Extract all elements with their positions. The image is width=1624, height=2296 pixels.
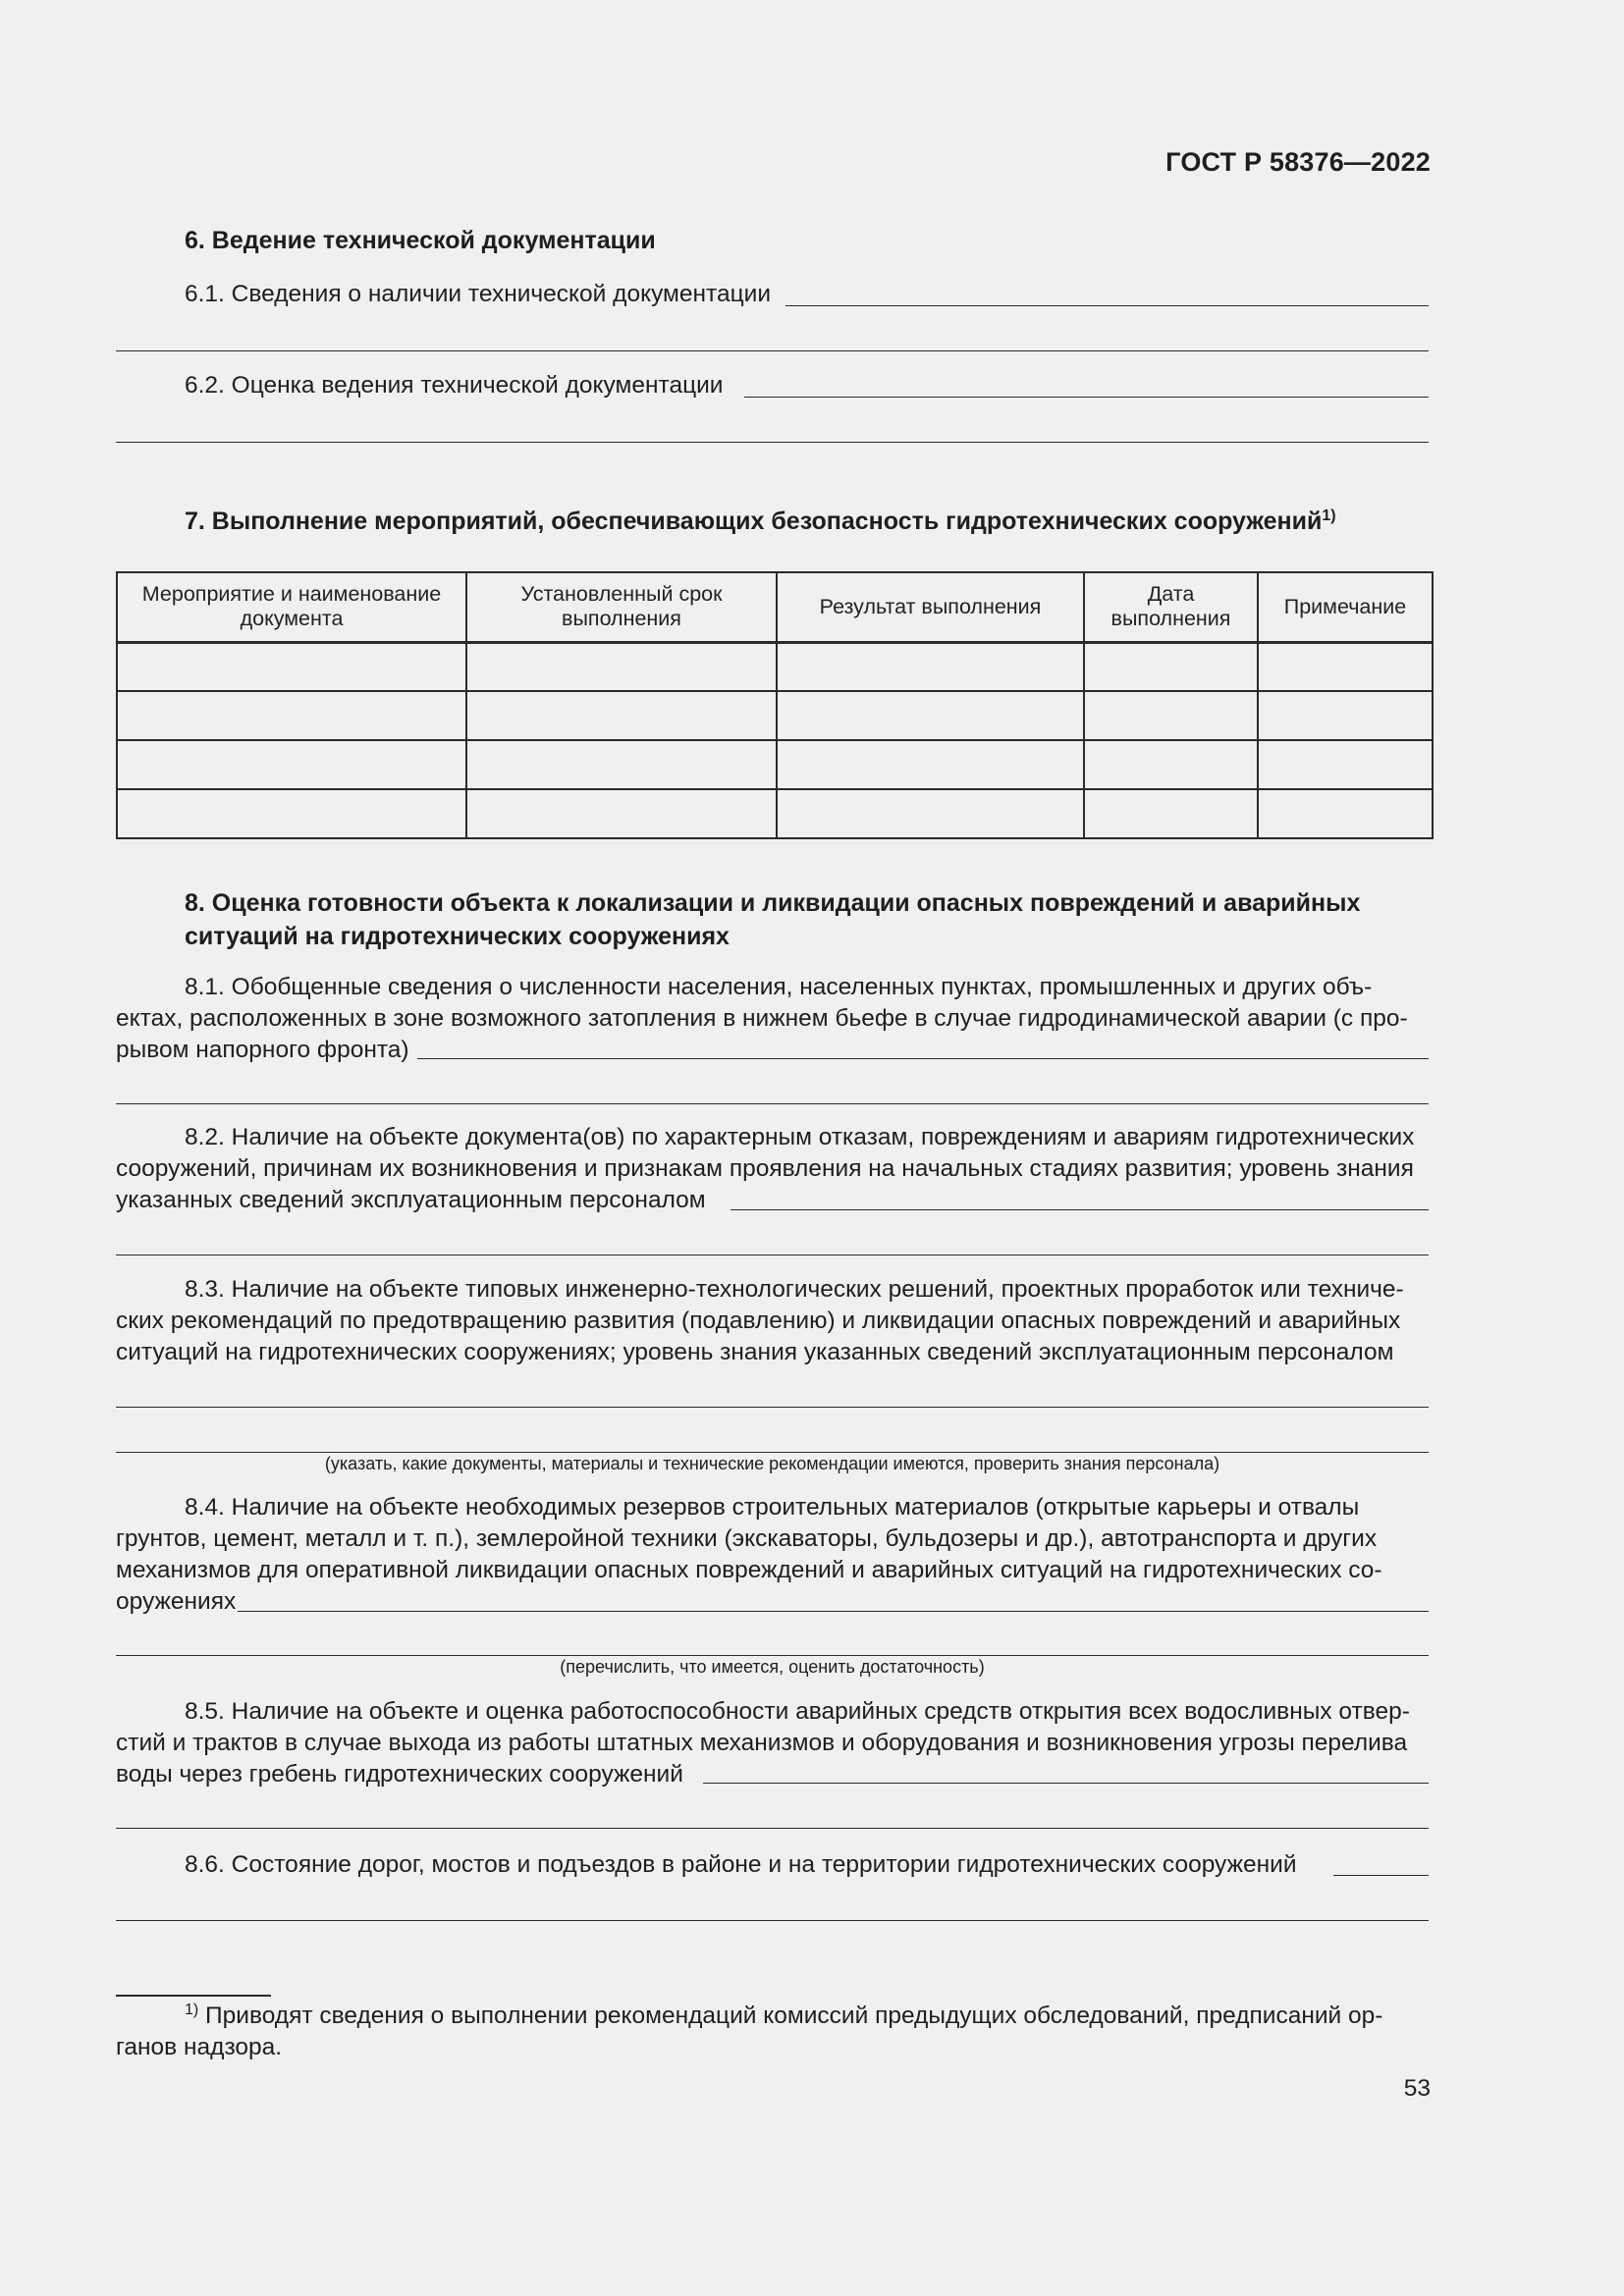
item-8-2-line-2: сооружений, причинам их возникновения и признакам проявления на начальных стадиях развития; уровень знания xyxy=(116,1155,1414,1182)
item-8-1-line-3: рывом напорного фронта) xyxy=(116,1037,409,1063)
col-header-result: Результат выполнения xyxy=(777,572,1084,642)
item-8-3-text xyxy=(116,1274,1429,1368)
col-header-note: Примечание xyxy=(1258,572,1433,642)
footnote-line-1 xyxy=(116,2001,1429,2032)
section-7-title-text: 7. Выполнение мероприятий, обеспечивающих безопасность гидротехнических сооружений xyxy=(185,507,1323,535)
item-8-4-line-3: механизмов для оперативной ликвидации опасных повреждений и аварийных ситуаций на гидротехнических со- xyxy=(116,1557,1382,1583)
item-8-2-text xyxy=(116,1122,1429,1185)
table-cell[interactable] xyxy=(466,740,777,789)
table-cell[interactable] xyxy=(466,642,777,691)
table-cell[interactable] xyxy=(117,642,466,691)
item-8-4-caption: (перечислить, что имеется, оценить достаточность) xyxy=(560,1657,985,1677)
footnote-line-2: ганов надзора. xyxy=(116,2034,283,2060)
item-8-1-text xyxy=(116,972,1429,1035)
table-cell[interactable] xyxy=(777,691,1084,740)
table-cell[interactable] xyxy=(1258,740,1433,789)
footnote-line-1-text: Приводят сведения о выполнении рекомендаций комиссий предыдущих обследований, предписаний ор- xyxy=(198,2002,1383,2029)
table-cell[interactable] xyxy=(1258,691,1433,740)
item-6-2-fill-line[interactable] xyxy=(744,397,1429,398)
item-8-5-line-3: воды через гребень гидротехнических сооружений xyxy=(116,1761,683,1788)
item-8-4-fill-line[interactable] xyxy=(238,1611,1429,1612)
table-row xyxy=(117,642,1433,691)
item-8-3-caption: (указать, какие документы, материалы и технические рекомендации имеются, проверить знания персонала) xyxy=(324,1454,1220,1473)
item-6-1-fill-line[interactable] xyxy=(785,305,1429,306)
table-row xyxy=(117,789,1433,838)
item-8-6-text: 8.6. Состояние дорог, мостов и подъездов в районе и на территории гидротехнических сооружений xyxy=(185,1851,1297,1878)
item-8-4-line-4: оружениях xyxy=(116,1588,237,1615)
item-8-3-line-2: ских рекомендаций по предотвращению развития (подавлению) и ликвидации опасных повреждений и аварийных xyxy=(116,1308,1401,1334)
table-cell[interactable] xyxy=(466,789,777,838)
item-8-1-fill-line-2[interactable] xyxy=(116,1103,1429,1104)
table-cell[interactable] xyxy=(777,642,1084,691)
table-cell[interactable] xyxy=(117,789,466,838)
footnote-mark: 1) xyxy=(185,2002,199,2018)
item-8-2-fill-line[interactable] xyxy=(731,1209,1429,1210)
table-cell[interactable] xyxy=(117,740,466,789)
item-8-5-line-1: 8.5. Наличие на объекте и оценка работоспособности аварийных средств открытия всех водосливных отвер- xyxy=(185,1698,1410,1725)
col-header-date: Дата выполнения xyxy=(1084,572,1258,642)
document-code: ГОСТ Р 58376—2022 xyxy=(1165,147,1431,177)
item-8-5-fill-line-2[interactable] xyxy=(116,1828,1429,1829)
item-8-1-fill-line[interactable] xyxy=(417,1058,1429,1059)
footnote-reference: 1) xyxy=(1322,507,1336,524)
item-8-1-line-1: 8.1. Обобщенные сведения о численности населения, населенных пунктах, промышленных и других объ- xyxy=(185,974,1373,1000)
item-6-2-fill-line-2[interactable] xyxy=(116,442,1429,443)
item-6-1-fill-line-2[interactable] xyxy=(116,350,1429,351)
table-cell[interactable] xyxy=(1084,789,1258,838)
table-cell[interactable] xyxy=(777,789,1084,838)
item-8-3-line-1: 8.3. Наличие на объекте типовых инженерно-технологических решений, проектных проработок или техниче- xyxy=(185,1276,1404,1303)
section-8-title: 8. Оценка готовности объекта к локализации и ликвидации опасных повреждений и аварийных ситуаций на гидротехнических сооружениях xyxy=(185,889,1361,950)
item-8-5-line-2: стий и трактов в случае выхода из работы штатных механизмов и оборудования и возникновения угрозы перелива xyxy=(116,1730,1408,1756)
item-8-6-fill-line-2[interactable] xyxy=(116,1920,1429,1921)
page-number: 53 xyxy=(1403,2075,1431,2102)
item-8-4-line-2: грунтов, цемент, металл и т. п.), землеройной техники (экскаваторы, бульдозеры и др.), автотранспорта и других xyxy=(116,1525,1378,1552)
table-header-row xyxy=(117,572,1433,642)
item-8-5-fill-line[interactable] xyxy=(703,1783,1429,1784)
table-row xyxy=(117,691,1433,740)
table-row xyxy=(117,740,1433,789)
item-8-3-fill-line-2[interactable] xyxy=(116,1452,1429,1453)
footnote-text xyxy=(116,2001,1429,2063)
item-8-5-text xyxy=(116,1696,1429,1759)
item-8-4-text xyxy=(116,1492,1429,1586)
section-6-title: 6. Ведение технической документации xyxy=(185,227,656,254)
table-cell[interactable] xyxy=(777,740,1084,789)
item-8-3-fill-line[interactable] xyxy=(116,1407,1429,1408)
table-cell[interactable] xyxy=(1084,691,1258,740)
table-cell[interactable] xyxy=(1258,789,1433,838)
item-8-4-line-1: 8.4. Наличие на объекте необходимых резервов строительных материалов (открытые карьеры и отвалы xyxy=(185,1494,1360,1521)
item-8-3-line-3: ситуаций на гидротехнических сооружениях; уровень знания указанных сведений эксплуатационным персоналом xyxy=(116,1339,1394,1365)
item-6-1-text: 6.1. Сведения о наличии технической документации xyxy=(185,281,772,307)
item-8-2-line-1: 8.2. Наличие на объекте документа(ов) по характерным отказам, повреждениям и авариям гидротехнических xyxy=(185,1124,1415,1150)
measures-table xyxy=(116,571,1434,839)
table-cell[interactable] xyxy=(1258,642,1433,691)
item-6-2-text: 6.2. Оценка ведения технической документации xyxy=(185,372,724,399)
table-cell[interactable] xyxy=(1084,642,1258,691)
item-8-4-fill-line-2[interactable] xyxy=(116,1655,1429,1656)
item-8-2-line-3: указанных сведений эксплуатационным персоналом xyxy=(116,1187,706,1213)
table-cell[interactable] xyxy=(117,691,466,740)
section-7-title xyxy=(185,505,1336,538)
item-8-6-fill-line[interactable] xyxy=(1333,1875,1429,1876)
item-8-1-line-2: ектах, расположенных в зоне возможного затопления в нижнем бьефе в случае гидродинамической аварии (с про- xyxy=(116,1005,1408,1032)
footnote-separator xyxy=(116,1995,271,1997)
table-cell[interactable] xyxy=(1084,740,1258,789)
col-header-deadline: Установленный срок выполнения xyxy=(466,572,777,642)
col-header-measure: Мероприятие и наименование документа xyxy=(117,572,466,642)
table-cell[interactable] xyxy=(466,691,777,740)
